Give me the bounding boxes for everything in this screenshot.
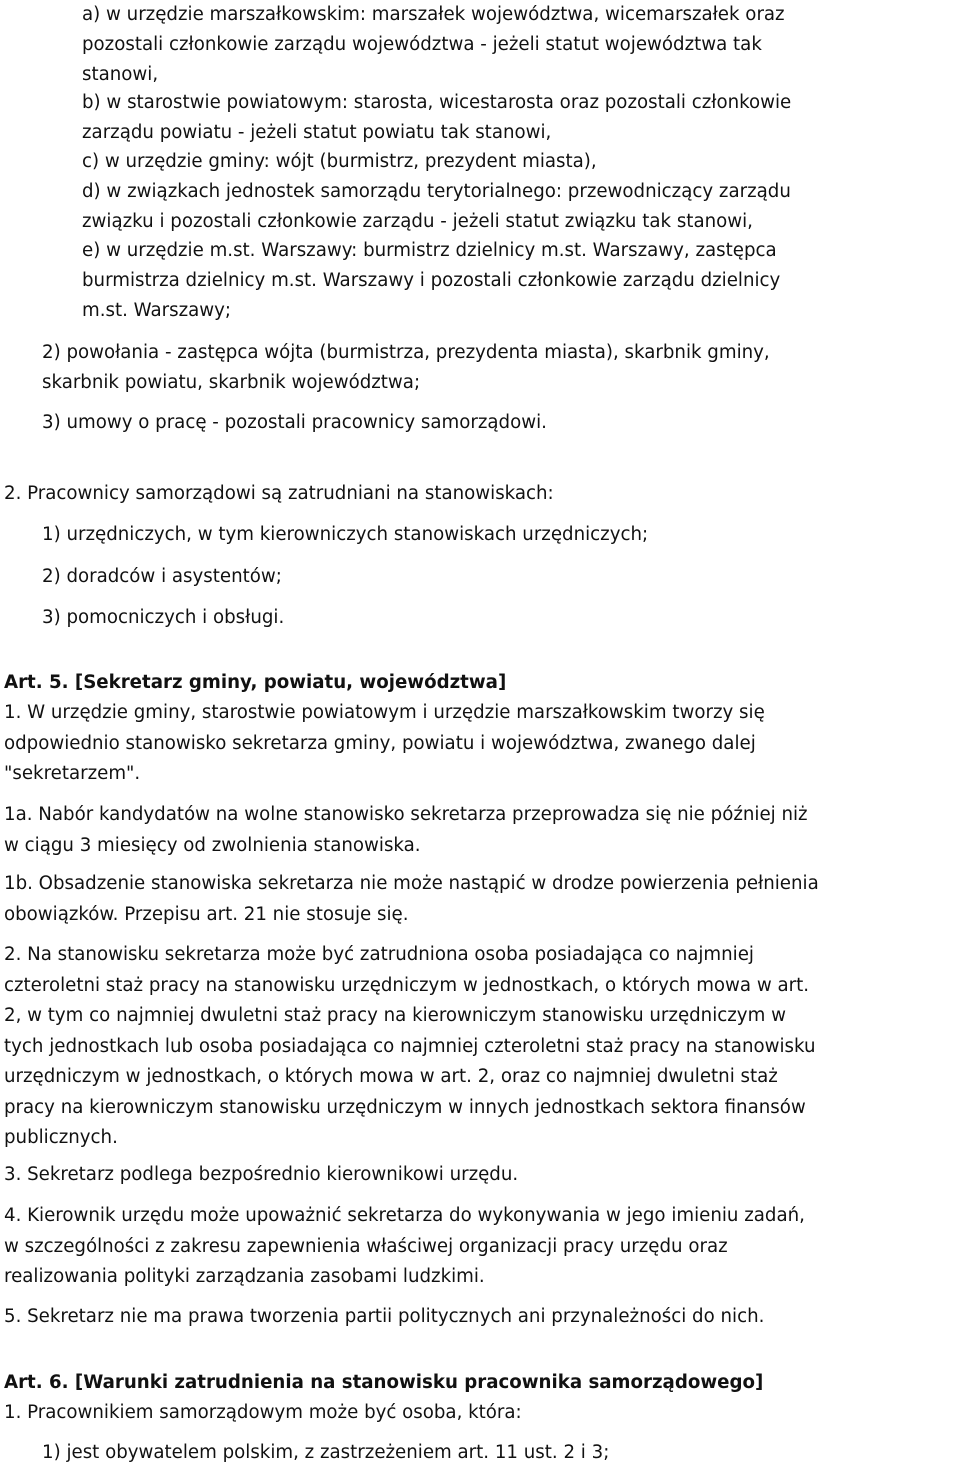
text-line: e) w urzędzie m.st. Warszawy: burmistrz dzielnicy m.st. Warszawy, zastępca [82, 240, 777, 261]
art5-paragraph-4 [4, 1201, 805, 1293]
text-line: pozostali członkowie zarządu województwa - jeżeli statut województwa tak [82, 34, 762, 55]
text-line: zarządu powiatu - jeżeli statut powiatu tak stanowi, [82, 122, 552, 143]
text-line: m.st. Warszawy; [82, 300, 232, 321]
art5-paragraph-1 [4, 698, 765, 790]
text-line: skarbnik powiatu, skarbnik województwa; [42, 372, 421, 393]
para-2-item-3 [42, 603, 284, 633]
text-line: c) w urzędzie gminy: wójt (burmistrz, prezydent miasta), [82, 151, 597, 172]
art5-paragraph-1b [4, 869, 819, 930]
text-line: 1. W urzędzie gminy, starostwie powiatowym i urzędzie marszałkowskim tworzy się [4, 702, 765, 723]
para-2-item-2 [42, 562, 282, 592]
text-line: publicznych. [4, 1127, 118, 1148]
text-line: 2, w tym co najmniej dwuletni staż pracy na kierowniczym stanowisku urzędniczym w [4, 1005, 786, 1026]
text-line: 4. Kierownik urzędu może upoważnić sekretarza do wykonywania w jego imieniu zadań, [4, 1205, 805, 1226]
list-item-c [82, 147, 597, 177]
text-line: 1) urzędniczych, w tym kierowniczych stanowiskach urzędniczych; [42, 524, 649, 545]
list-item-e [82, 236, 780, 326]
text-line: stanowi, [82, 64, 159, 85]
text-line: w ciągu 3 miesięcy od zwolnienia stanowiska. [4, 834, 421, 856]
paragraph-2 [4, 479, 554, 509]
art5-paragraph-2 [4, 940, 816, 1154]
list-item-b [82, 88, 791, 148]
text-line: 5. Sekretarz nie ma prawa tworzenia partii politycznych ani przynależności do nich. [4, 1306, 765, 1327]
list-item-d [82, 177, 791, 237]
article-5-heading: Art. 5. [Sekretarz gminy, powiatu, województwa] [4, 672, 507, 693]
text-line: 1b. Obsadzenie stanowiska sekretarza nie może nastąpić w drodze powierzenia pełnienia [4, 873, 819, 894]
text-line: d) w związkach jednostek samorządu terytorialnego: przewodniczący zarządu [82, 181, 791, 202]
art6-item-1 [42, 1438, 609, 1468]
text-line: burmistrza dzielnicy m.st. Warszawy i pozostali członkowie zarządu dzielnicy [82, 270, 781, 291]
list-item-a [82, 0, 785, 90]
text-line: związku i pozostali członkowie zarządu - jeżeli statut związku tak stanowi, [82, 211, 753, 232]
text-line: 2) powołania - zastępca wójta (burmistrza, prezydenta miasta), skarbnik gminy, [42, 342, 770, 363]
text-line: w szczególności z zakresu zapewnienia właściwej organizacji pracy urzędu oraz [4, 1235, 728, 1257]
text-line: 2. Pracownicy samorządowi są zatrudniani na stanowiskach: [4, 483, 554, 504]
text-line: 2) doradców i asystentów; [42, 566, 282, 587]
art5-paragraph-5 [4, 1302, 764, 1333]
art6-paragraph-1 [4, 1398, 522, 1428]
para-2-item-1 [42, 520, 648, 550]
point-3 [42, 408, 547, 438]
text-line: odpowiednio stanowisko sekretarza gminy, powiatu i województwa, zwanego dalej [4, 732, 756, 754]
text-line: obowiązków. Przepisu art. 21 nie stosuje się. [4, 903, 409, 925]
art5-paragraph-1a [4, 800, 808, 861]
text-line: urzędniczym w jednostkach, o których mowa w art. 2, oraz co najmniej dwuletni staż [4, 1066, 778, 1087]
article-6-heading: Art. 6. [Warunki zatrudnienia na stanowisku pracownika samorządowego] [4, 1372, 764, 1393]
text-line: "sekretarzem". [4, 763, 141, 784]
text-line: a) w urzędzie marszałkowskim: marszałek województwa, wicemarszałek oraz [82, 4, 785, 25]
text-line: pracy na kierowniczym stanowisku urzędniczym w innych jednostkach sektora finansów [4, 1096, 806, 1118]
art5-paragraph-3 [4, 1160, 518, 1191]
text-line: czteroletni staż pracy na stanowisku urzędniczym w jednostkach, o których mowa w art. [4, 974, 810, 996]
text-line: realizowania polityki zarządzania zasobami ludzkimi. [4, 1266, 485, 1287]
text-line: 3) umowy o pracę - pozostali pracownicy samorządowi. [42, 412, 547, 433]
text-line: 1) jest obywatelem polskim, z zastrzeżeniem art. 11 ust. 2 i 3; [42, 1442, 610, 1463]
text-line: b) w starostwie powiatowym: starosta, wicestarosta oraz pozostali członkowie [82, 92, 792, 113]
text-line: tych jednostkach lub osoba posiadająca co najmniej czteroletni staż pracy na stanowisku [4, 1035, 816, 1057]
text-line: 3) pomocniczych i obsługi. [42, 607, 285, 628]
text-line: 1a. Nabór kandydatów na wolne stanowisko sekretarza przeprowadza się nie później niż [4, 804, 808, 825]
text-line: 3. Sekretarz podlega bezpośrednio kierownikowi urzędu. [4, 1164, 519, 1185]
text-line: 2. Na stanowisku sekretarza może być zatrudniona osoba posiadająca co najmniej [4, 944, 754, 965]
point-2 [42, 338, 770, 398]
text-line: 1. Pracownikiem samorządowym może być osoba, która: [4, 1402, 522, 1423]
